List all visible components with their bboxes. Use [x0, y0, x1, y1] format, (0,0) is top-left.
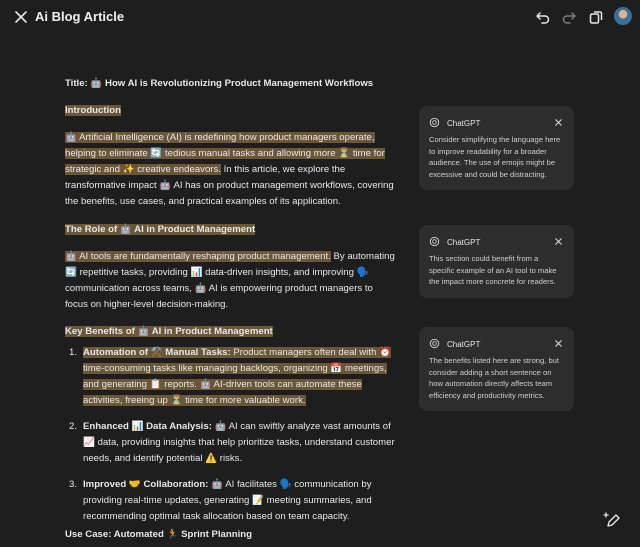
top-bar — [0, 0, 640, 34]
undo-icon[interactable] — [534, 8, 552, 26]
list-item — [65, 419, 395, 467]
list-number: 3. — [69, 479, 78, 490]
role-text: By automating 🔄 repetitive tasks, providing 📊 data-driven insights, and improving 🗣️ communication across teams, 🤖 AI is empowering product managers to focus on higher-level decision-making. — [65, 251, 395, 310]
chatgpt-logo-icon — [429, 117, 440, 128]
copy-icon[interactable] — [587, 8, 605, 26]
edit-pen-icon[interactable] — [600, 508, 626, 534]
intro-text: In this article, we explore the transformative impact 🤖 AI has on product management workflows, covering the benefits, use cases, and practical examples of its application. — [65, 164, 394, 207]
benefits-list — [65, 345, 395, 525]
doc-title: Title: 🤖 How AI is Revolutionizing Product Management Workflows — [65, 78, 374, 89]
list-item-text: 🤖 AI can swiftly analyze vast amounts of 📈 data, providing insights that help prioritize tasks, understand customer needs, and identify potential ⚠️ risks. — [83, 421, 395, 464]
role-heading: The Role of 🤖 AI in Product Management — [65, 224, 256, 235]
comment-text: This section could benefit from a specific example of an AI tool to make the impact more concrete for readers. — [429, 254, 557, 287]
comment-card[interactable] — [419, 225, 574, 298]
benefits-heading-block — [65, 324, 395, 340]
role-highlight: 🤖 AI tools are fundamentally reshaping product management. — [65, 251, 331, 262]
list-item-text: 🤖 AI facilitates 🗣️ communication by providing real-time updates, generating 📝 meeting summaries, and recommending optimal task allocation based on team capacity. — [83, 479, 372, 522]
comment-card[interactable] — [419, 327, 574, 411]
close-icon[interactable] — [553, 236, 564, 247]
close-icon[interactable] — [553, 338, 564, 349]
close-icon[interactable] — [12, 8, 30, 26]
intro-heading: Introduction — [65, 105, 121, 116]
list-number: 1. — [69, 347, 78, 358]
list-item-label: Improved 🤝 Collaboration: — [83, 479, 209, 490]
chatgpt-logo-icon — [429, 338, 440, 349]
usecase-heading-block — [65, 527, 395, 543]
intro-highlight: 🤖 Artificial Intelligence (AI) is redefining how product managers operate, helping to eliminate 🔄 tedious manual tasks and allowing more ⏳ time for strategic and ✨ creative endeavors. — [65, 132, 385, 175]
role-heading-block — [65, 222, 395, 238]
close-icon[interactable] — [553, 117, 564, 128]
intro-heading-block — [65, 103, 395, 119]
list-number: 2. — [69, 421, 78, 432]
role-paragraph — [65, 249, 395, 313]
comment-text: Consider simplifying the language here to improve readability for a broader audience. The use of emojis might be excessive and could be distracting. — [429, 135, 561, 179]
list-item — [65, 477, 395, 525]
comment-card[interactable] — [419, 106, 574, 190]
usecase-heading: Use Case: Automated 🏃 Sprint Planning — [65, 529, 252, 540]
comment-author: ChatGPT — [447, 238, 481, 247]
user-avatar[interactable] — [614, 7, 632, 25]
list-item-text: Product managers often deal with ⏰ time-consuming tasks like managing backlogs, organizing 📅 meetings, and generating 📋 reports. 🤖 AI-driven tools can automate these activities, freeing up ⏳ time for more valuable work. — [83, 347, 391, 406]
list-item-label: Enhanced 📊 Data Analysis: — [83, 421, 212, 432]
intro-paragraph — [65, 130, 395, 210]
benefits-heading: Key Benefits of 🤖 AI in Product Management — [65, 326, 273, 337]
page-title: Ai Blog Article — [35, 9, 125, 24]
chatgpt-logo-icon — [429, 236, 440, 247]
comment-text: The benefits listed here are strong, but consider adding a short sentence on how automation directly affects team efficiency and productivity metrics. — [429, 356, 560, 400]
list-item — [65, 345, 395, 409]
redo-icon[interactable] — [560, 8, 578, 26]
comment-author: ChatGPT — [447, 119, 481, 128]
list-item-label: Automation of ⚒️ Manual Tasks: — [83, 347, 231, 358]
comment-author: ChatGPT — [447, 340, 481, 349]
